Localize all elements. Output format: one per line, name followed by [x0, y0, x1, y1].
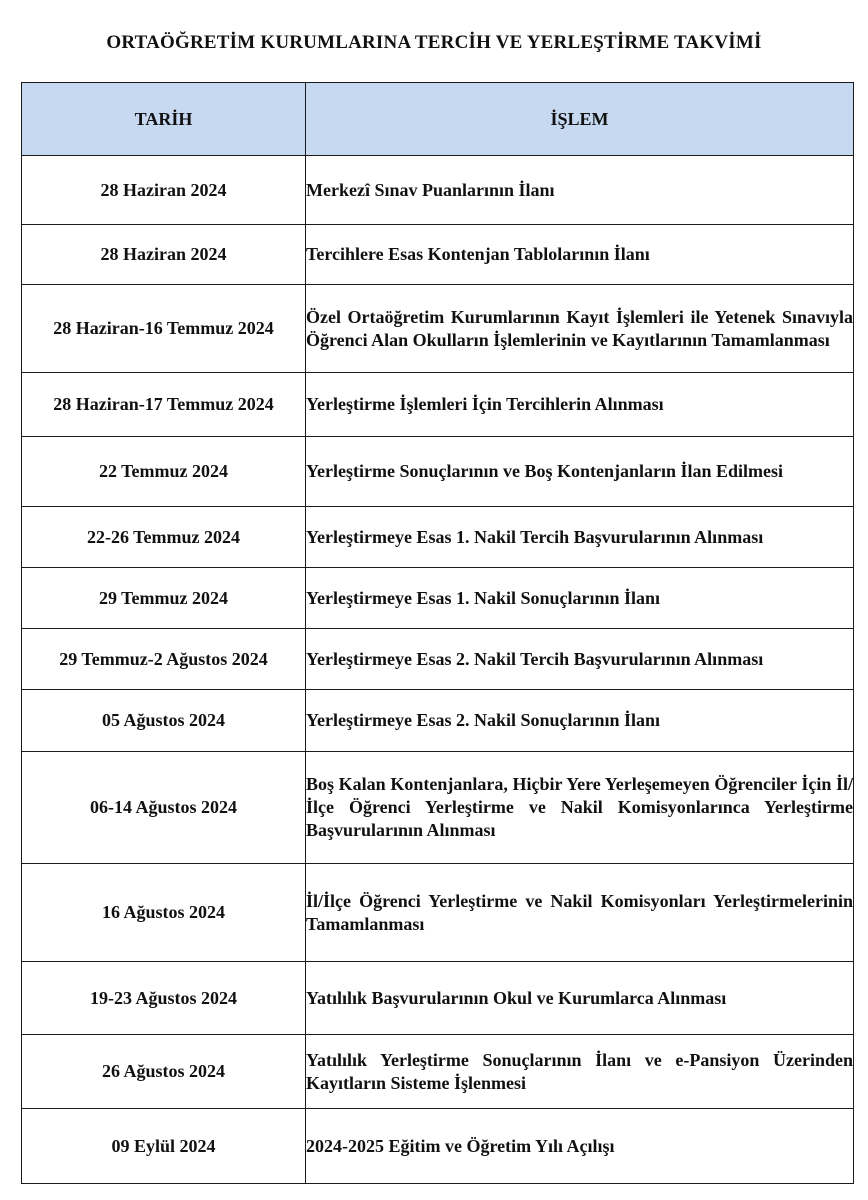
operation-cell: 2024-2025 Eğitim ve Öğretim Yılı Açılışı [306, 1109, 854, 1184]
schedule-table [21, 82, 854, 1184]
operation-cell: Yerleştirmeye Esas 2. Nakil Tercih Başvurularının Alınması [306, 629, 854, 690]
date-cell: 29 Temmuz 2024 [22, 568, 306, 629]
operation-cell: Yerleştirme İşlemleri İçin Tercihlerin Alınması [306, 373, 854, 437]
date-cell: 22 Temmuz 2024 [22, 437, 306, 507]
operation-cell: Yerleştirmeye Esas 2. Nakil Sonuçlarının İlanı [306, 690, 854, 752]
table-row [22, 373, 854, 437]
date-cell: 28 Haziran-16 Temmuz 2024 [22, 285, 306, 373]
table-row [22, 285, 854, 373]
operation-cell: Yerleştirme Sonuçlarının ve Boş Kontenjanların İlan Edilmesi [306, 437, 854, 507]
operation-cell: Yerleştirmeye Esas 1. Nakil Sonuçlarının İlanı [306, 568, 854, 629]
operation-cell: Yatılılık Yerleştirme Sonuçlarının İlanı ve e-Pansiyon Üzerinden Kayıtların Sisteme İşlenmesi [306, 1035, 854, 1109]
table-row [22, 864, 854, 962]
date-cell: 26 Ağustos 2024 [22, 1035, 306, 1109]
operation-cell: Boş Kalan Kontenjanlara, Hiçbir Yere Yerleşemeyen Öğrenciler İçin İl/İlçe Öğrenci Yerleştirme ve Nakil Komisyonlarınca Yerleştirme Başvurularının Alınması [306, 752, 854, 864]
table-row [22, 962, 854, 1035]
date-cell: 29 Temmuz-2 Ağustos 2024 [22, 629, 306, 690]
table-row [22, 507, 854, 568]
date-cell: 28 Haziran 2024 [22, 156, 306, 225]
table-row [22, 225, 854, 285]
operation-cell: İl/İlçe Öğrenci Yerleştirme ve Nakil Komisyonları Yerleştirmelerinin Tamamlanması [306, 864, 854, 962]
date-cell: 28 Haziran-17 Temmuz 2024 [22, 373, 306, 437]
table-row [22, 437, 854, 507]
table-row [22, 752, 854, 864]
table-row [22, 1109, 854, 1184]
operation-column-header: İŞLEM [306, 83, 854, 156]
operation-cell: Yatılılık Başvurularının Okul ve Kurumlarca Alınması [306, 962, 854, 1035]
date-column-header: TARİH [22, 83, 306, 156]
date-cell: 19-23 Ağustos 2024 [22, 962, 306, 1035]
date-cell: 06-14 Ağustos 2024 [22, 752, 306, 864]
operation-cell: Tercihlere Esas Kontenjan Tablolarının İlanı [306, 225, 854, 285]
table-row [22, 1035, 854, 1109]
date-cell: 22-26 Temmuz 2024 [22, 507, 306, 568]
date-cell: 09 Eylül 2024 [22, 1109, 306, 1184]
date-cell: 28 Haziran 2024 [22, 225, 306, 285]
operation-cell: Merkezî Sınav Puanlarının İlanı [306, 156, 854, 225]
table-header-row [22, 83, 854, 156]
date-cell: 16 Ağustos 2024 [22, 864, 306, 962]
document-title: ORTAÖĞRETİM KURUMLARINA TERCİH VE YERLEŞTİRME TAKVİMİ [106, 32, 762, 53]
operation-cell: Yerleştirmeye Esas 1. Nakil Tercih Başvurularının Alınması [306, 507, 854, 568]
table-row [22, 629, 854, 690]
table-row [22, 156, 854, 225]
table-row [22, 568, 854, 629]
operation-cell: Özel Ortaöğretim Kurumlarının Kayıt İşlemleri ile Yetenek Sınavıyla Öğrenci Alan Okulların İşlemlerinin ve Kayıtlarının Tamamlanması [306, 285, 854, 373]
date-cell: 05 Ağustos 2024 [22, 690, 306, 752]
table-row [22, 690, 854, 752]
